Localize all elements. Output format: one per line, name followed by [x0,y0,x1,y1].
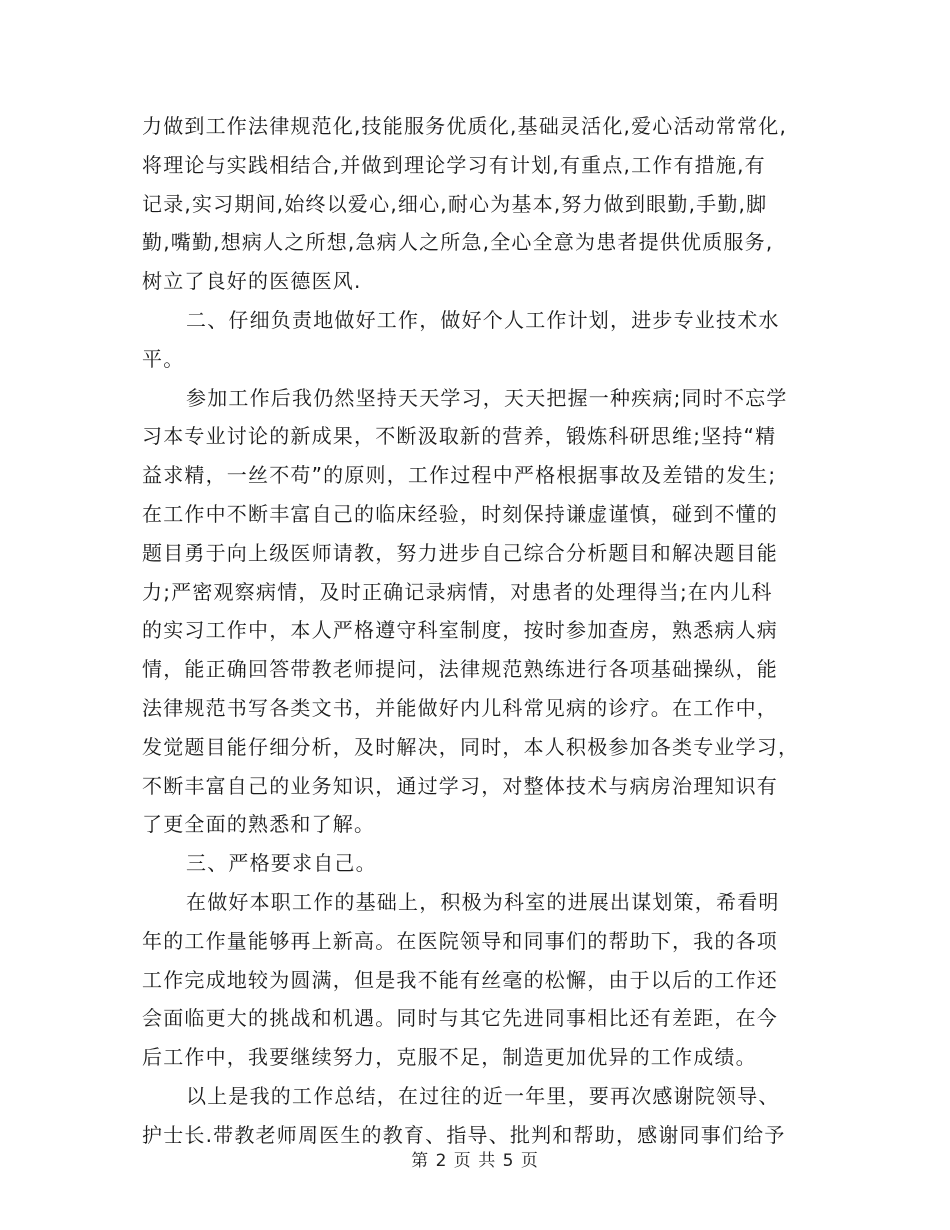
text-line: 不断丰富自己的业务知识，通过学习，对整体技术与病房治理知识有 [142,773,778,798]
text-line: 以上是我的工作总结，在过往的近一年里，要再次感谢院领导、 [186,1083,780,1108]
text-line: 在做好本职工作的基础上，积极为科室的进展出谋划策，希看明 [186,889,780,914]
text-line: 了更全面的熟悉和了解。 [142,812,376,837]
text-line: 平。 [142,346,185,371]
text-line: 力做到工作法律规范化,技能服务优质化,基础灵活化,爱心活动常常化, [142,114,788,138]
text-line: 三、严格要求自己。 [186,851,377,876]
text-line: 题目勇于向上级医师请教，努力进步自己综合分析题目和解决题目能 [142,540,778,565]
text-line: 力;严密观察病情，及时正确记录病情，对患者的处理得当;在内儿科 [142,579,773,604]
text-line: 记录,实习期间,始终以爱心,细心,耐心为基本,努力做到眼勤,手勤,脚 [142,191,768,216]
text-line: 参加工作后我仍然坚持天天学习，天天把握一种疾病;同时不忘学 [186,385,788,410]
text-line: 在工作中不断丰富自己的临床经验，时刻保持谦虚谨慎，碰到不懂的 [142,501,778,526]
text-line: 护士长.带教老师周医生的教育、指导、批判和帮助，感谢同事们给予 [142,1122,786,1147]
text-line: 年的工作量能够再上新高。在医院领导和同事们的帮助下，我的各项 [142,928,778,953]
text-line: 工作完成地较为圆满，但是我不能有丝毫的松懈，由于以后的工作还 [142,967,778,992]
page-footer: 第 2 页 共 5 页 [411,1151,539,1171]
text-line: 勤,嘴勤,想病人之所想,急病人之所急,全心全意为患者提供优质服务, [142,230,774,255]
text-line: 树立了良好的医德医风. [142,269,362,294]
text-line: 二、仔细负责地做好工作，做好个人工作计划，进步专业技术水 [186,307,780,332]
document-body [142,107,812,1155]
text-line: 后工作中，我要继续努力，克服不足，制造更加优异的工作成绩。 [142,1045,757,1070]
text-line: 会面临更大的挑战和机遇。同时与其它先进同事相比还有差距，在今 [142,1006,778,1031]
text-line: 将理论与实践相结合,并做到理论学习有计划,有重点,工作有措施,有 [142,152,766,177]
text-line: 习本专业讨论的新成果，不断汲取新的营养，锻炼科研思维;坚持“精 [142,424,777,449]
text-line: 的实习工作中，本人严格遵守科室制度，按时参加查房，熟悉病人病 [142,618,778,643]
text-line: 情，能正确回答带教老师提问，法律规范熟练进行各项基础操纵，能 [142,657,778,682]
text-line: 益求精，一丝不苟”的原则，工作过程中严格根据事故及差错的发生; [142,463,777,488]
text-line: 法律规范书写各类文书，并能做好内儿科常见病的诊疗。在工作中， [142,695,778,720]
text-line: 发觉题目能仔细分析，及时解决，同时，本人积极参加各类专业学习， [142,734,800,759]
